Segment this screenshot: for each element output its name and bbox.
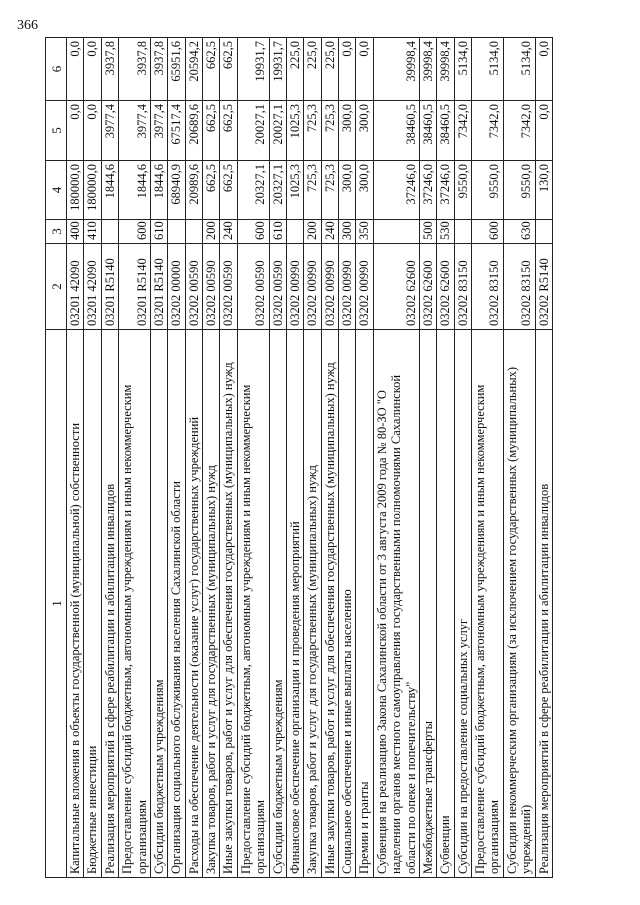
row-code-cell: 03202 83150 [454,244,471,330]
table-body [67,38,553,878]
row-code-cell: 03202 00590 [220,244,237,330]
table-row [419,38,436,878]
row-name-cell: Предоставление субсидий бюджетным, автономным учреждениям и иным некоммерческим организациям [472,330,504,878]
row-name-cell: Организация социального обслуживания населения Сахалинской области [168,330,185,878]
table-row [286,38,303,878]
page-number: 366 [17,18,38,33]
row-value-col4-cell: 9550,0 [454,161,471,220]
row-value-col4-cell: 20327,1 [237,161,269,220]
row-expense-type-cell: 610 [150,220,167,244]
row-expense-type-cell: 200 [304,220,321,244]
row-expense-type-cell: 300 [339,220,356,244]
budget-table [45,37,553,878]
row-value-col4-cell: 37246,0 [437,161,454,220]
row-value-col5-cell: 3977,4 [101,101,118,161]
row-expense-type-cell: 410 [84,220,101,244]
row-value-col4-cell: 725,3 [321,161,338,220]
row-value-col5-cell: 662,5 [220,101,237,161]
row-expense-type-cell: 630 [503,220,535,244]
table-row [220,38,237,878]
row-value-col6-cell: 662,5 [203,38,220,101]
table-row [269,38,286,878]
row-value-col4-cell: 1844,6 [119,161,151,220]
row-expense-type-cell [454,220,471,244]
row-code-cell: 03202 R5140 [535,244,552,330]
row-name-cell: Капитальные вложения в объекты государственной (муниципальной) собственности [67,330,84,878]
row-expense-type-cell: 600 [472,220,504,244]
row-value-col5-cell: 7342,0 [472,101,504,161]
row-code-cell: 03202 62600 [419,244,436,330]
row-code-cell: 03201 R5140 [150,244,167,330]
row-value-col5-cell: 20027,1 [237,101,269,161]
row-value-col5-cell: 0,0 [67,101,84,161]
table-row [101,38,118,878]
row-value-col6-cell: 3937,8 [119,38,151,101]
row-value-col6-cell: 39998,4 [419,38,436,101]
row-name-cell: Реализация мероприятий в сфере реабилитации и абилитации инвалидов [101,330,118,878]
row-expense-type-cell [101,220,118,244]
row-value-col5-cell: 0,0 [84,101,101,161]
table-row [321,38,338,878]
row-value-col4-cell: 300,0 [356,161,373,220]
row-value-col5-cell: 20027,1 [269,101,286,161]
row-name-cell: Субсидии бюджетным учреждениям [269,330,286,878]
rotated-table-sheet [15,18,605,878]
row-value-col5-cell: 662,5 [203,101,220,161]
row-name-cell: Межбюджетные трансферты [419,330,436,878]
row-value-col4-cell: 9550,0 [472,161,504,220]
row-value-col4-cell: 1844,6 [150,161,167,220]
row-expense-type-cell [535,220,552,244]
row-expense-type-cell [373,220,419,244]
row-code-cell: 03202 00990 [304,244,321,330]
row-name-cell: Расходы на обеспечение деятельности (оказание услуг) государственных учреждений [185,330,202,878]
row-value-col5-cell: 38460,5 [419,101,436,161]
row-code-cell: 03202 00590 [203,244,220,330]
row-expense-type-cell: 600 [119,220,151,244]
row-value-col4-cell: 1844,6 [101,161,118,220]
row-value-col5-cell: 38460,5 [373,101,419,161]
row-name-cell: Субвенции [437,330,454,878]
row-value-col4-cell: 130,0 [535,161,552,220]
row-value-col6-cell: 225,0 [286,38,303,101]
row-value-col4-cell: 1025,3 [286,161,303,220]
row-expense-type-cell: 500 [419,220,436,244]
row-expense-type-cell: 400 [67,220,84,244]
row-name-cell: Субсидии некоммерческим организациям (за исключением государственных (муниципальных) учреждений) [503,330,535,878]
row-value-col5-cell: 725,3 [304,101,321,161]
column-header: 6 [46,38,67,101]
row-code-cell: 03202 00990 [339,244,356,330]
row-expense-type-cell: 600 [237,220,269,244]
row-value-col4-cell: 180000,0 [84,161,101,220]
row-name-cell: Финансовое обеспечение организации и проведения мероприятий [286,330,303,878]
row-value-col5-cell: 7342,0 [503,101,535,161]
table-row [150,38,167,878]
row-value-col4-cell: 662,5 [203,161,220,220]
row-code-cell: 03202 00990 [356,244,373,330]
row-value-col5-cell: 3977,4 [119,101,151,161]
row-expense-type-cell: 200 [203,220,220,244]
row-name-cell: Закупка товаров, работ и услуг для государственных (муниципальных) нужд [304,330,321,878]
row-code-cell: 03202 00590 [237,244,269,330]
row-value-col6-cell: 225,0 [304,38,321,101]
row-expense-type-cell: 530 [437,220,454,244]
table-row [339,38,356,878]
row-value-col5-cell: 725,3 [321,101,338,161]
row-value-col6-cell: 39998,4 [373,38,419,101]
row-code-cell: 03202 00990 [286,244,303,330]
row-name-cell: Социальное обеспечение и иные выплаты населению [339,330,356,878]
row-value-col6-cell: 0,0 [356,38,373,101]
column-header: 4 [46,161,67,220]
row-value-col6-cell: 19931,7 [269,38,286,101]
row-code-cell: 03201 42090 [67,244,84,330]
table-row [535,38,552,878]
column-header: 1 [46,330,67,878]
row-code-cell: 03201 42090 [84,244,101,330]
row-value-col6-cell: 65951,6 [168,38,185,101]
row-value-col6-cell: 0,0 [67,38,84,101]
row-name-cell: Субсидии на предоставление социальных услуг [454,330,471,878]
table-row [437,38,454,878]
row-value-col5-cell: 67517,4 [168,101,185,161]
row-code-cell: 03202 00990 [321,244,338,330]
table-row [304,38,321,878]
row-name-cell: Субвенция на реализацию Закона Сахалинской области от 3 августа 2009 года № 80-ЗО "О наделении органов местного самоуправления государственными полномочиями Сахалинской области по опеке и попечительству" [373,330,419,878]
row-expense-type-cell: 240 [220,220,237,244]
table-row [373,38,419,878]
column-number-row [46,38,67,878]
row-value-col6-cell: 5134,0 [454,38,471,101]
row-code-cell: 03202 83150 [472,244,504,330]
row-value-col5-cell: 20689,6 [185,101,202,161]
row-value-col4-cell: 662,5 [220,161,237,220]
column-header: 3 [46,220,67,244]
row-value-col5-cell: 38460,5 [437,101,454,161]
row-expense-type-cell: 350 [356,220,373,244]
row-name-cell: Иные закупки товаров, работ и услуг для обеспечения государственных (муниципальных) нужд [220,330,237,878]
row-name-cell: Бюджетные инвестиции [84,330,101,878]
row-value-col4-cell: 20989,6 [185,161,202,220]
table-row [203,38,220,878]
table-row [168,38,185,878]
row-value-col4-cell: 300,0 [339,161,356,220]
row-value-col5-cell: 3977,4 [150,101,167,161]
row-value-col4-cell: 9550,0 [503,161,535,220]
table-row [237,38,269,878]
table-row [356,38,373,878]
row-value-col6-cell: 5134,0 [472,38,504,101]
row-name-cell: Предоставление субсидий бюджетным, автономным учреждениям и иным некоммерческим организациям [237,330,269,878]
row-value-col6-cell: 39998,4 [437,38,454,101]
row-value-col6-cell: 0,0 [339,38,356,101]
row-value-col5-cell: 300,0 [356,101,373,161]
row-value-col6-cell: 5134,0 [503,38,535,101]
row-code-cell: 03202 83150 [503,244,535,330]
row-value-col5-cell: 300,0 [339,101,356,161]
row-code-cell: 03202 00590 [269,244,286,330]
row-value-col4-cell: 20327,1 [269,161,286,220]
table-row [119,38,151,878]
row-value-col6-cell: 3937,8 [150,38,167,101]
row-value-col4-cell: 37246,0 [419,161,436,220]
table-row [67,38,84,878]
row-name-cell: Субсидии бюджетным учреждениям [150,330,167,878]
table-row [503,38,535,878]
row-value-col4-cell: 725,3 [304,161,321,220]
row-expense-type-cell [168,220,185,244]
row-value-col6-cell: 20594,2 [185,38,202,101]
row-name-cell: Предоставление субсидий бюджетным, автономным учреждениям и иным некоммерческим организациям [119,330,151,878]
row-name-cell: Иные закупки товаров, работ и услуг для обеспечения государственных (муниципальных) нужд [321,330,338,878]
row-code-cell: 03202 00000 [168,244,185,330]
row-value-col6-cell: 0,0 [84,38,101,101]
column-header: 5 [46,101,67,161]
table-row [185,38,202,878]
table-row [454,38,471,878]
row-name-cell: Премии и гранты [356,330,373,878]
table-row [472,38,504,878]
row-value-col6-cell: 19931,7 [237,38,269,101]
row-expense-type-cell: 240 [321,220,338,244]
row-value-col4-cell: 37246,0 [373,161,419,220]
row-value-col5-cell: 0,0 [535,101,552,161]
row-expense-type-cell [185,220,202,244]
row-name-cell: Реализация мероприятий в сфере реабилитации и абилитации инвалидов [535,330,552,878]
row-expense-type-cell [286,220,303,244]
row-expense-type-cell: 610 [269,220,286,244]
row-value-col4-cell: 180000,0 [67,161,84,220]
row-value-col6-cell: 0,0 [535,38,552,101]
row-code-cell: 03201 R5140 [101,244,118,330]
row-value-col5-cell: 7342,0 [454,101,471,161]
row-code-cell: 03202 62600 [437,244,454,330]
row-value-col4-cell: 68940,9 [168,161,185,220]
row-value-col6-cell: 662,5 [220,38,237,101]
row-code-cell: 03202 62600 [373,244,419,330]
table-row [84,38,101,878]
row-value-col5-cell: 1025,3 [286,101,303,161]
row-value-col6-cell: 3937,8 [101,38,118,101]
row-value-col6-cell: 225,0 [321,38,338,101]
row-name-cell: Закупка товаров, работ и услуг для государственных (муниципальных) нужд [203,330,220,878]
row-code-cell: 03201 R5140 [119,244,151,330]
column-header: 2 [46,244,67,330]
row-code-cell: 03202 00590 [185,244,202,330]
